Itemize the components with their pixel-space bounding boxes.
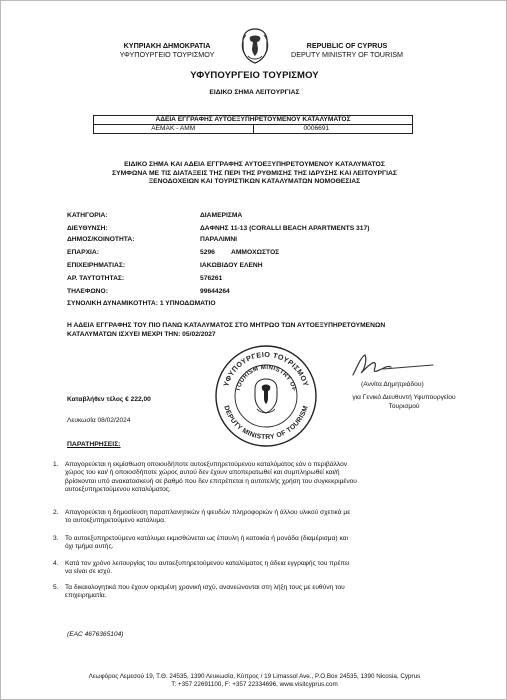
reference-code: (EAC 4676365104) (67, 631, 124, 638)
detail-row-category (67, 209, 467, 222)
note-line: να είναι σε ισχύ. (65, 568, 113, 576)
municipality-label: ΔΗΜΟΣ/ΚΟΙΝΟΤΗΤΑ: (67, 236, 135, 243)
validity-line2: ΚΑΤΑΛΥΜΑΤΩΝ ΙΣΧΥΕΙ ΜΕΧΡΙ ΤΗΝ: (67, 331, 181, 338)
license-code: ΑΕΜΑΚ - ΑΜΜ (94, 125, 254, 134)
note-item (53, 560, 465, 577)
district-label: ΕΠΑΡΧΙΑ: (67, 249, 99, 256)
header-left-line1: ΚΥΠΡΙΑΚΗ ΔΗΜΟΚΡΑΤΙΑ (123, 41, 211, 50)
note-item (53, 461, 465, 495)
id-value: 576261 (200, 275, 223, 282)
note-line: Το αυτοεξυπηρετούμενο κατάλυμα εκμισθώνεται ως έπαυλη ή κατοικία ή μονάδα (διαμέρισμα) και (65, 535, 348, 542)
note-line: επιχειρηματία. (65, 592, 107, 600)
signatory-role-line2: Τουρισμού (388, 403, 420, 410)
note-line: όχι τμήμα αυτής. (65, 543, 114, 551)
id-label: ΑΡ. ΤΑΥΤΟΤΗΤΑΣ: (67, 275, 125, 282)
place-date: Λευκωσία 08/02/2024 (67, 417, 131, 424)
note-line: Κατά τον χρόνο λειτουργίας του αυτοεξυπηρετούμενου καταλύματος η άδεια εγγραφής του πρέπει (65, 560, 350, 567)
note-number: 4. (53, 560, 59, 567)
note-item (53, 509, 465, 526)
note-line: Απαγορεύεται η εκμίσθωση οποιουδήποτε αυτοεξυπηρετούμενου καταλύματος εάν ο περιβάλλον (65, 461, 348, 468)
validity-line1: Η ΑΔΕΙΑ ΕΓΓΡΑΦΗΣ ΤΟΥ ΠΙΟ ΠΑΝΩ ΚΑΤΑΛΥΜΑΤΟΣ ΣΤΟ ΜΗΤΡΩΟ ΤΩΝ ΑΥΤΟΕΞΥΠΗΡΕΤΟΥΜΕΝΩΝ (67, 322, 386, 329)
address-value: ΔΑΦΝΗΣ 11-13 (CORALLI BEACH APARTMENTS 317) (200, 225, 370, 232)
note-line: Απαγορεύεται η δημοσίευση παραπλανητικών ή ψευδών πληροφοριών ή άλλου υλικού σχετικά με (65, 509, 351, 516)
capacity-label: ΣΥΝΟΛΙΚΗ ΔΥΝΑΜΙΚΟΤΗΤΑ: (67, 300, 158, 307)
header-right-line1: REPUBLIC OF CYPRUS (306, 41, 388, 50)
handwritten-signature-icon (343, 351, 439, 383)
note-item (53, 584, 465, 601)
license-box-header: ΑΔΕΙΑ ΕΓΓΡΑΦΗΣ ΑΥΤΟΕΞΥΠΗΡΕΤΟΥΜΕΝΟΥ ΚΑΤΑΛΥΜΑΤΟΣ (94, 116, 413, 125)
intro-text (1, 161, 507, 187)
license-box (93, 115, 413, 134)
note-line: το αυτοεξυπηρετούμενο κατάλυμα. (65, 517, 166, 525)
note-item (53, 535, 465, 552)
footer (1, 673, 507, 689)
intro-line: ΣΥΜΦΩΝΑ ΜΕ ΤΙΣ ΔΙΑΤΑΞΕΙΣ ΤΗΣ ΠΕΡΙ ΤΗΣ ΡΥΘΜΙΣΗΣ ΤΗΣ ΙΔΡΥΣΗΣ ΚΑΙ ΛΕΙΤΟΥΡΓΙΑΣ (112, 169, 397, 177)
detail-row-owner (67, 259, 467, 272)
category-label: ΚΑΤΗΓΟΡΙΑ: (67, 212, 108, 219)
header-right-line2: DEPUTY MINISTRY OF TOURISM (291, 50, 403, 59)
page-title: ΥΦΥΠΟΥΡΓΕΙΟ ΤΟΥΡΙΣΜΟΥ (190, 70, 319, 81)
owner-label: ΕΠΙΧΕΙΡΗΜΑΤΙΑΣ: (67, 262, 126, 269)
detail-row-id (67, 272, 467, 285)
detail-row-district (67, 246, 467, 259)
note-line: χώρος του και/ ή οποιοσδήποτε χώρος αυτού δεν έχουν αποπερατωθεί και συμπληρωθεί και/ή (65, 469, 340, 477)
details-block (67, 209, 467, 310)
notes-title: ΠΑΡΑΤΗΡΗΣΕΙΣ: (67, 441, 121, 448)
validity-date: 05/02/2027 (182, 331, 216, 338)
capacity-value: 1 ΥΠΝΟΔΩΜΑΤΙΟ (159, 300, 216, 307)
note-number: 5. (53, 584, 59, 591)
stamp-emblem-icon (255, 379, 277, 413)
footer-line1: Λεωφόρος Λεμεσού 19, Τ.Θ. 24535, 1390 Λευκωσία, Κύπρος / 19 Limassol Ave., P.O.Box 24535, 1390 Nicosia, Cyprus (88, 673, 421, 680)
stamp-bottom-text: DEPUTY MINISTRY OF TOURISM (222, 404, 310, 442)
page-subtitle: ΕΙΔΙΚΟ ΣΗΜΑ ΛΕΙΤΟΥΡΓΙΑΣ (209, 89, 300, 96)
intro-line: ΕΙΔΙΚΟ ΣΗΜΑ ΚΑΙ ΑΔΕΙΑ ΕΓΓΡΑΦΗΣ ΑΥΤΟΕΞΥΠΗΡΕΤΟΥΜΕΝΟΥ ΚΑΤΑΛΥΜΑΤΟΣ (124, 161, 385, 168)
signatory-role-line1: για Γενικό Διευθυντή Υφυπουργείου (352, 394, 456, 401)
signatory-name: (Αννίτα Δημητριάδου) (361, 381, 424, 388)
phone-label: ΤΗΛΕΦΩΝΟ: (67, 288, 108, 295)
category-value: ΔΙΑΜΕΡΙΣΜΑ (200, 212, 243, 219)
signatory-role (329, 393, 479, 411)
note-line: Τα δικαιολογητικά που έχουν ορισμένη χρονική ισχύ, ανανεώνονται στη λήξη τους με ευθύνη του (65, 584, 345, 591)
district-value: ΑΜΜΟΧΩΣΤΟΣ (231, 249, 280, 256)
intro-line: ΞΕΝΟΔΟΧΕΙΩΝ ΚΑΙ ΤΟΥΡΙΣΤΙΚΩΝ ΚΑΤΑΛΥΜΑΤΩΝ ΝΟΜΟΘΕΣΙΑΣ (148, 178, 361, 186)
note-number: 2. (53, 509, 59, 516)
stamp-inner-text: TOURISM MINISTRY OF (234, 363, 298, 393)
note-number: 1. (53, 461, 59, 468)
note-number: 3. (53, 535, 59, 542)
detail-row-capacity (67, 297, 467, 310)
license-number: 0006691 (253, 125, 413, 134)
footer-line2: Τ: +357 22691100, F: +357 22334696, www.visitcyprus.com (171, 681, 338, 688)
fee-text: Καταβλήθεν τέλος € 222,00 (67, 396, 151, 403)
validity-text (67, 321, 487, 339)
stamp-top-text: ΥΦΥΠΟΥΡΓΕΙΟ ΤΟΥΡΙΣΜΟΥ (221, 349, 311, 388)
official-stamp-icon (213, 343, 319, 449)
owner-value: ΙΑΚΩΒΙΔΟΥ ΕΛΕΝΗ (200, 262, 263, 269)
cyprus-coat-of-arms-icon (233, 25, 277, 67)
detail-row-municipality (67, 233, 467, 246)
note-line: αυτοεξυπηρετούμενου καταλύματος. (65, 486, 171, 494)
note-line: βρίσκονται υπό ανακατασκευή σε βαθμό που δεν επιτρέπεται η αυτοτελής χρήση του συγκεκριμένου (65, 477, 357, 485)
address-label: ΔΙΕΥΘΥΝΣΗ: (67, 225, 108, 232)
municipality-value: ΠΑΡΑΛΙΜΝΙ (200, 236, 238, 243)
header-left-line2: ΥΦΥΠΟΥΡΓΕΙΟ ΤΟΥΡΙΣΜΟΥ (119, 50, 215, 59)
phone-value: 99644264 (200, 288, 230, 295)
district-code: 5296 (200, 249, 215, 256)
